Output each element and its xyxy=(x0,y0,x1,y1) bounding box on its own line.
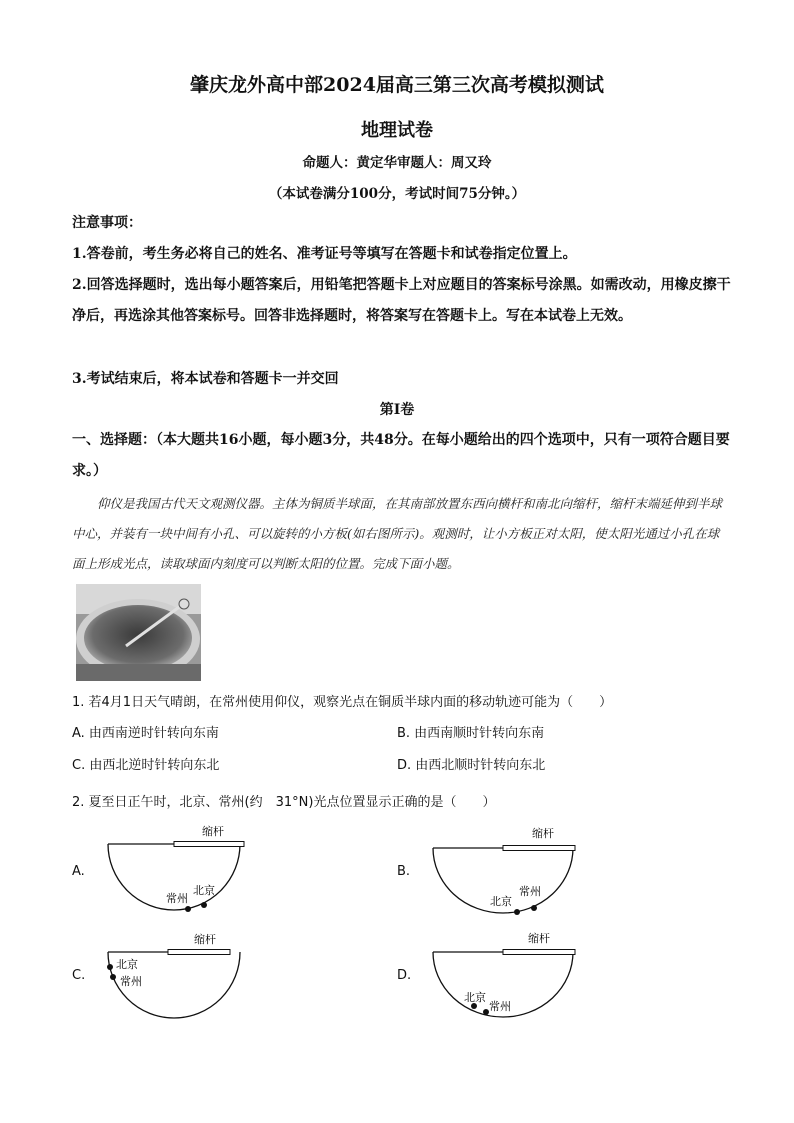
q2-diagram-b xyxy=(428,822,583,917)
beijing-label: 北京 xyxy=(193,884,215,897)
q2-option-c-letter[interactable]: C. xyxy=(72,968,86,983)
q2-option-a-letter[interactable]: A. xyxy=(72,864,85,879)
exam-title: 肇庆龙外高中部2024届高三第三次高考模拟测试 xyxy=(190,74,604,96)
changzhou-point xyxy=(185,906,191,912)
q1-option-d[interactable]: D. 由西北顺时针转向东北 xyxy=(397,758,546,773)
rod-label: 缩杆 xyxy=(528,932,550,945)
part1-title: 一、选择题：（本大题共16小题，每小题3分，共48分。在每小题给出的四个选项中，只有一项符合题目要求。） xyxy=(72,432,730,479)
exam-info: （本试卷满分100分，考试时间75分钟。） xyxy=(268,186,526,202)
q2-diagram-c xyxy=(100,930,250,1025)
rod-bar xyxy=(168,950,230,955)
subject-title: 地理试卷 xyxy=(361,120,433,141)
q2-option-b-letter[interactable]: B. xyxy=(397,864,411,879)
beijing-label: 北京 xyxy=(116,958,138,971)
rod-bar xyxy=(174,842,244,847)
beijing-label: 北京 xyxy=(490,895,512,908)
q1-option-c[interactable]: C. 由西北逆时针转向东北 xyxy=(72,758,220,773)
notes-heading: 注意事项： xyxy=(72,215,142,231)
volume-title: 第Ⅰ卷 xyxy=(379,402,415,418)
changzhou-label: 常州 xyxy=(519,885,541,898)
q2-stem: 2. 夏至日正午时，北京、常州(约 31°N)光点位置显示正确的是（ ） xyxy=(72,795,496,810)
rod-label: 缩杆 xyxy=(202,825,224,838)
q2-option-d-letter[interactable]: D. xyxy=(397,968,412,983)
rod-label: 缩杆 xyxy=(194,933,216,946)
rod-bar xyxy=(503,846,575,851)
note-item-2: 2.回答选择题时，选出每小题答案后，用铅笔把答题卡上对应题目的答案标号涂黑。如需改动，用橡皮擦干净后，再选涂其他答案标号。回答非选择题时，将答案写在答题卡上。写在本试卷上无效。 xyxy=(72,277,731,324)
beijing-point xyxy=(514,909,520,915)
q1-stem: 1. 若4月1日天气晴朗，在常州使用仰仪，观察光点在铜质半球内面的移动轨迹可能为（ ） xyxy=(72,695,613,710)
q1-option-a[interactable]: A. 由西南逆时针转向东南 xyxy=(72,726,219,741)
rod-bar xyxy=(503,950,575,955)
note-item-1: 1.答卷前，考生务必将自己的姓名、准考证号等填写在答题卡和试卷指定位置上。 xyxy=(72,246,577,262)
changzhou-label: 常州 xyxy=(166,892,188,905)
question-intro: 仰仪是我国古代天文观测仪器。主体为铜质半球面，在其南部放置东西向横杆和南北向缩杆，缩杆末端延伸到半球中心，并装有一块中间有小孔、可以旋转的小方板(如右图所示)。观测时，让小方板正对太阳，使太阳光通过小孔在球面上形成光点，读取球面内刻度可以判断太阳的位置。完成下面小题。 xyxy=(72,496,723,571)
q2-diagram-d xyxy=(428,928,583,1023)
changzhou-point xyxy=(531,905,537,911)
q2-diagram-a xyxy=(100,822,250,917)
note-item-3: 3.考试结束后，将本试卷和答题卡一并交回 xyxy=(72,371,339,387)
beijing-point xyxy=(201,902,207,908)
q1-option-b[interactable]: B. 由西南顺时针转向东南 xyxy=(397,726,545,741)
authors-line: 命题人：黄定华审题人：周又玲 xyxy=(302,155,492,171)
beijing-point xyxy=(107,964,113,970)
changzhou-label: 常州 xyxy=(489,1000,511,1013)
changzhou-point xyxy=(110,974,116,980)
beijing-label: 北京 xyxy=(464,991,486,1004)
yangyi-photo xyxy=(76,584,201,681)
rod-label: 缩杆 xyxy=(532,827,554,840)
changzhou-label: 常州 xyxy=(120,975,142,988)
